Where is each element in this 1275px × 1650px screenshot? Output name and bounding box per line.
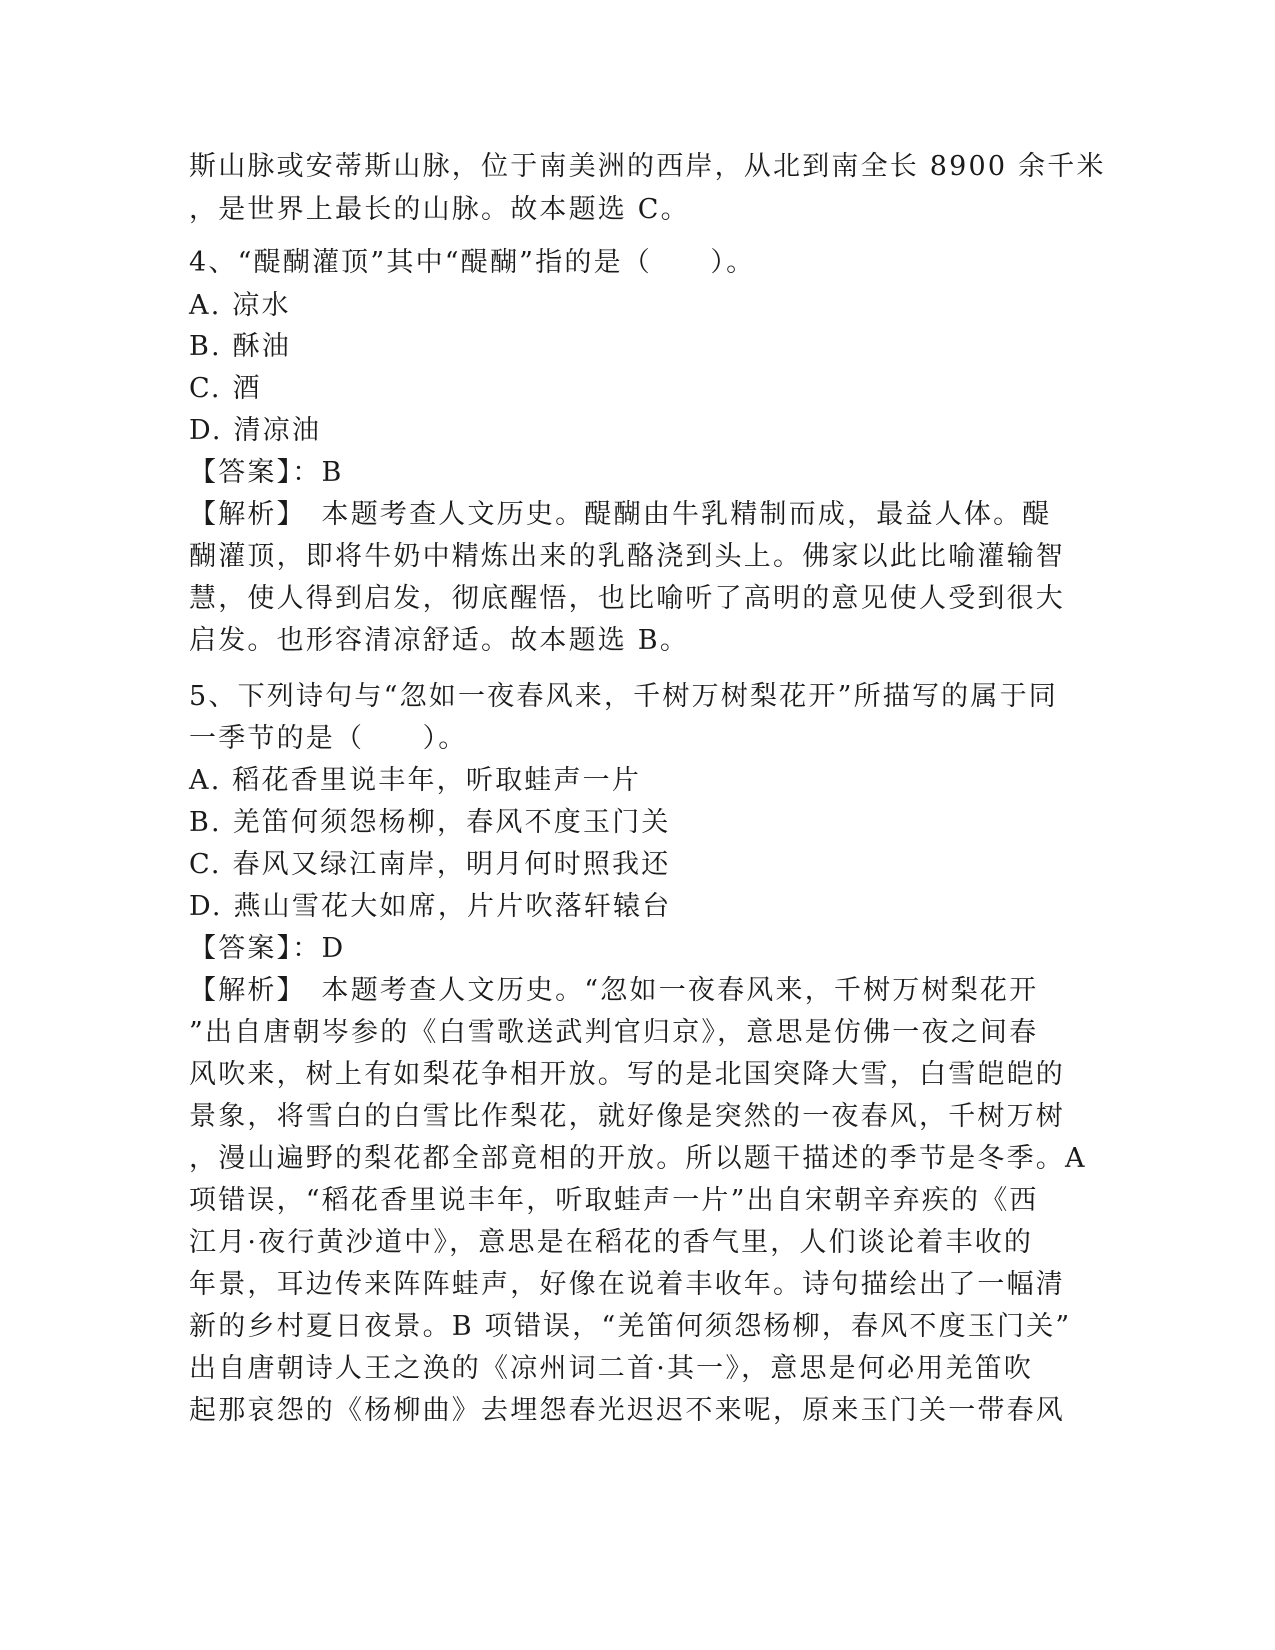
option-c: C. 春风又绿江南岸，明月何时照我还 [189, 849, 671, 880]
explanation-line: 醐灌顶，即将牛奶中精炼出来的乳酪浇到头上。佛家以此比喻灌输智 [189, 541, 1065, 572]
explanation-line: 起那哀怨的《杨柳曲》去埋怨春光迟迟不来呢，原来玉门关一带春风 [189, 1395, 1065, 1426]
option-a: A. 凉水 [189, 290, 291, 321]
explanation-line: 出自唐朝诗人王之涣的《凉州词二首·其一》，意思是何必用羌笛吹 [189, 1353, 1034, 1384]
explanation-line: 新的乡村夏日夜景。B 项错误，“羌笛何须怨杨柳，春风不度玉门关” [189, 1311, 1072, 1342]
explanation-line: 慧，使人得到启发，彻底醒悟，也比喻听了高明的意见使人受到很大 [189, 583, 1065, 614]
option-b: B. 酥油 [189, 331, 292, 362]
explanation-line: 【解析】 本题考查人文历史。“忽如一夜春风来，千树万树梨花开 [189, 975, 1039, 1006]
question-text: 一季节的是（ ）。 [189, 723, 468, 754]
question-text: 5、下列诗句与“忽如一夜春风来，千树万树梨花开”所描写的属于同 [189, 681, 1058, 712]
explanation-line: 景象，将雪白的白雪比作梨花，就好像是突然的一夜春风，千树万树 [189, 1101, 1065, 1132]
answer: 【答案】：D [189, 933, 346, 964]
question-text: 4、“醍醐灌顶”其中“醍醐”指的是（ ）。 [189, 247, 756, 278]
option-d: D. 清凉油 [189, 415, 322, 446]
explanation-line: 风吹来，树上有如梨花争相开放。写的是北国突降大雪，白雪皑皑的 [189, 1059, 1065, 1090]
explanation-line: 年景，耳边传来阵阵蛙声，好像在说着丰收年。诗句描绘出了一幅清 [189, 1269, 1065, 1300]
text-line: ，是世界上最长的山脉。故本题选 C。 [189, 194, 690, 225]
explanation-line: 【解析】 本题考查人文历史。醍醐由牛乳精制而成，最益人体。醍 [189, 499, 1052, 530]
explanation-line: 启发。也形容清凉舒适。故本题选 B。 [189, 625, 690, 656]
text-line: 斯山脉或安蒂斯山脉，位于南美洲的西岸，从北到南全长 8900 余千米 [189, 151, 1106, 182]
explanation-line: ，漫山遍野的梨花都全部竟相的开放。所以题干描述的季节是冬季。A [189, 1143, 1087, 1174]
option-a: A. 稻花香里说丰年，听取蛙声一片 [189, 765, 642, 796]
answer: 【答案】：B [189, 457, 344, 488]
explanation-line: 项错误，“稻花香里说丰年，听取蛙声一片”出自宋朝辛弃疾的《西 [189, 1185, 1039, 1216]
option-d: D. 燕山雪花大如席，片片吹落轩辕台 [189, 891, 672, 922]
option-c: C. 酒 [189, 373, 262, 404]
option-b: B. 羌笛何须怨杨柳，春风不度玉门关 [189, 807, 671, 838]
explanation-line: 江月·夜行黄沙道中》，意思是在稻花的香气里，人们谈论着丰收的 [189, 1227, 1034, 1258]
explanation-line: ”出自唐朝岑参的《白雪歌送武判官归京》，意思是仿佛一夜之间春 [189, 1017, 1039, 1048]
